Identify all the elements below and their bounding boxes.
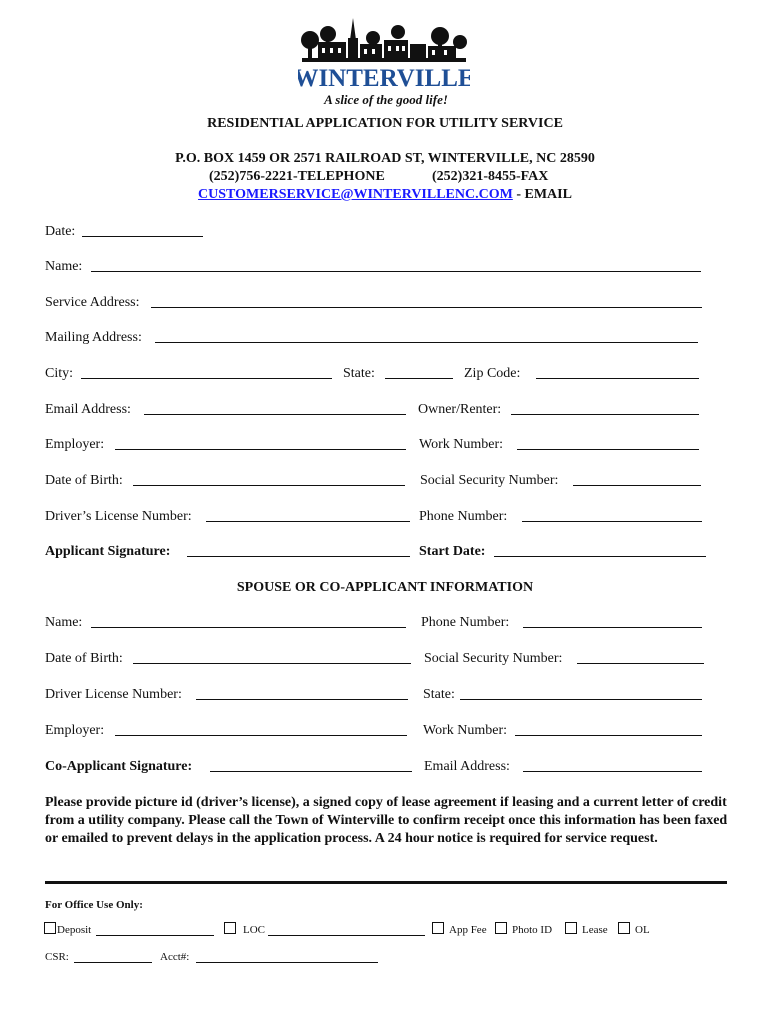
spouse-work-number-field[interactable] — [515, 735, 702, 736]
zip-label: Zip Code: — [464, 366, 521, 381]
service-address-label: Service Address: — [45, 295, 140, 310]
csr-label: CSR: — [45, 951, 69, 963]
spouse-phone-field[interactable] — [523, 627, 702, 628]
logo-wordmark: WINTERVILLE — [298, 65, 470, 92]
mailing-address-field[interactable] — [155, 342, 698, 343]
acct-label: Acct#: — [160, 951, 190, 963]
date-label: Date: — [45, 224, 76, 239]
spouse-dob-label: Date of Birth: — [45, 651, 123, 666]
date-field[interactable] — [82, 236, 203, 237]
owner-renter-label: Owner/Renter: — [418, 402, 502, 417]
spouse-employer-label: Employer: — [45, 723, 105, 738]
mailing-address-label: Mailing Address: — [45, 330, 142, 345]
dob-field[interactable] — [133, 485, 405, 486]
applicant-signature-field[interactable] — [187, 556, 410, 557]
phone-number-label: Phone Number: — [419, 509, 508, 524]
work-number-label: Work Number: — [419, 437, 504, 452]
spouse-employer-field[interactable] — [115, 735, 407, 736]
email-address-label: Email Address: — [45, 402, 131, 417]
state-field[interactable] — [385, 378, 453, 379]
name-label: Name: — [45, 259, 83, 274]
photo-id-label: Photo ID — [512, 924, 553, 936]
dob-label: Date of Birth: — [45, 473, 123, 488]
office-use-heading: For Office Use Only: — [45, 899, 143, 911]
phone-number-field[interactable] — [522, 521, 702, 522]
spouse-name-field[interactable] — [91, 627, 406, 628]
ssn-field[interactable] — [573, 485, 701, 486]
spouse-heading: SPOUSE OR CO-APPLICANT INFORMATION — [236, 580, 534, 595]
app-fee-checkbox[interactable] — [432, 922, 444, 934]
winterville-logo — [298, 18, 470, 110]
name-field[interactable] — [91, 271, 701, 272]
spouse-dl-label: Driver License Number: — [45, 687, 182, 702]
spouse-name-label: Name: — [45, 615, 83, 630]
state-label: State: — [343, 366, 375, 381]
instructions-notice: Please provide picture id (driver’s license), a signed copy of lease agreement if leasing and a current letter of credit from a utility company. Please call the Town of Winterville to confirm receipt once this information has been faxed or emailed to prevent delays in the application process. A 24 hour notice is required for service request. — [45, 795, 728, 846]
photo-id-checkbox[interactable] — [495, 922, 507, 934]
spouse-state-field[interactable] — [460, 699, 702, 700]
email-suffix: - EMAIL — [512, 187, 572, 202]
owner-renter-field[interactable] — [511, 414, 699, 415]
deposit-field[interactable] — [96, 935, 214, 936]
logo-tagline: A slice of the good life! — [324, 92, 448, 107]
email-address-field[interactable] — [144, 414, 406, 415]
drivers-license-field[interactable] — [206, 521, 410, 522]
service-address-field[interactable] — [151, 307, 702, 308]
spouse-email-label: Email Address: — [424, 759, 510, 774]
spouse-work-number-label: Work Number: — [423, 723, 508, 738]
spouse-phone-label: Phone Number: — [421, 615, 510, 630]
drivers-license-label: Driver’s License Number: — [45, 509, 192, 524]
spouse-state-label: State: — [423, 687, 455, 702]
spouse-email-field[interactable] — [523, 771, 702, 772]
ol-checkbox[interactable] — [618, 922, 630, 934]
form-title: RESIDENTIAL APPLICATION FOR UTILITY SERVICE — [207, 116, 563, 131]
loc-label: LOC — [243, 924, 265, 936]
section-divider — [45, 881, 727, 884]
city-label: City: — [45, 366, 74, 381]
spouse-ssn-label: Social Security Number: — [424, 651, 563, 666]
spouse-dob-field[interactable] — [133, 663, 411, 664]
ol-label: OL — [635, 924, 650, 936]
co-applicant-signature-label: Co-Applicant Signature: — [45, 759, 193, 774]
deposit-label: Deposit — [57, 924, 92, 936]
zip-field[interactable] — [536, 378, 699, 379]
start-date-field[interactable] — [494, 556, 706, 557]
acct-field[interactable] — [196, 962, 378, 963]
email-line — [0, 187, 770, 203]
work-number-field[interactable] — [517, 449, 699, 450]
app-fee-label: App Fee — [449, 924, 487, 936]
spouse-dl-field[interactable] — [196, 699, 408, 700]
telephone: (252)756-2221-TELEPHONE — [209, 169, 385, 184]
employer-field[interactable] — [115, 449, 406, 450]
loc-field[interactable] — [268, 935, 425, 936]
fax: (252)321-8455-FAX — [432, 169, 549, 184]
applicant-signature-label: Applicant Signature: — [45, 544, 171, 559]
deposit-checkbox[interactable] — [44, 922, 56, 934]
lease-label: Lease — [582, 924, 608, 936]
loc-checkbox[interactable] — [224, 922, 236, 934]
start-date-label: Start Date: — [419, 544, 486, 559]
city-field[interactable] — [81, 378, 332, 379]
employer-label: Employer: — [45, 437, 105, 452]
email-link[interactable]: CUSTOMERSERVICE@WINTERVILLENC.COM — [198, 187, 513, 202]
lease-checkbox[interactable] — [565, 922, 577, 934]
spouse-ssn-field[interactable] — [577, 663, 704, 664]
address-line: P.O. BOX 1459 OR 2571 RAILROAD ST, WINTERVILLE, NC 28590 — [175, 151, 595, 166]
csr-field[interactable] — [74, 962, 152, 963]
co-applicant-signature-field[interactable] — [210, 771, 412, 772]
ssn-label: Social Security Number: — [420, 473, 559, 488]
